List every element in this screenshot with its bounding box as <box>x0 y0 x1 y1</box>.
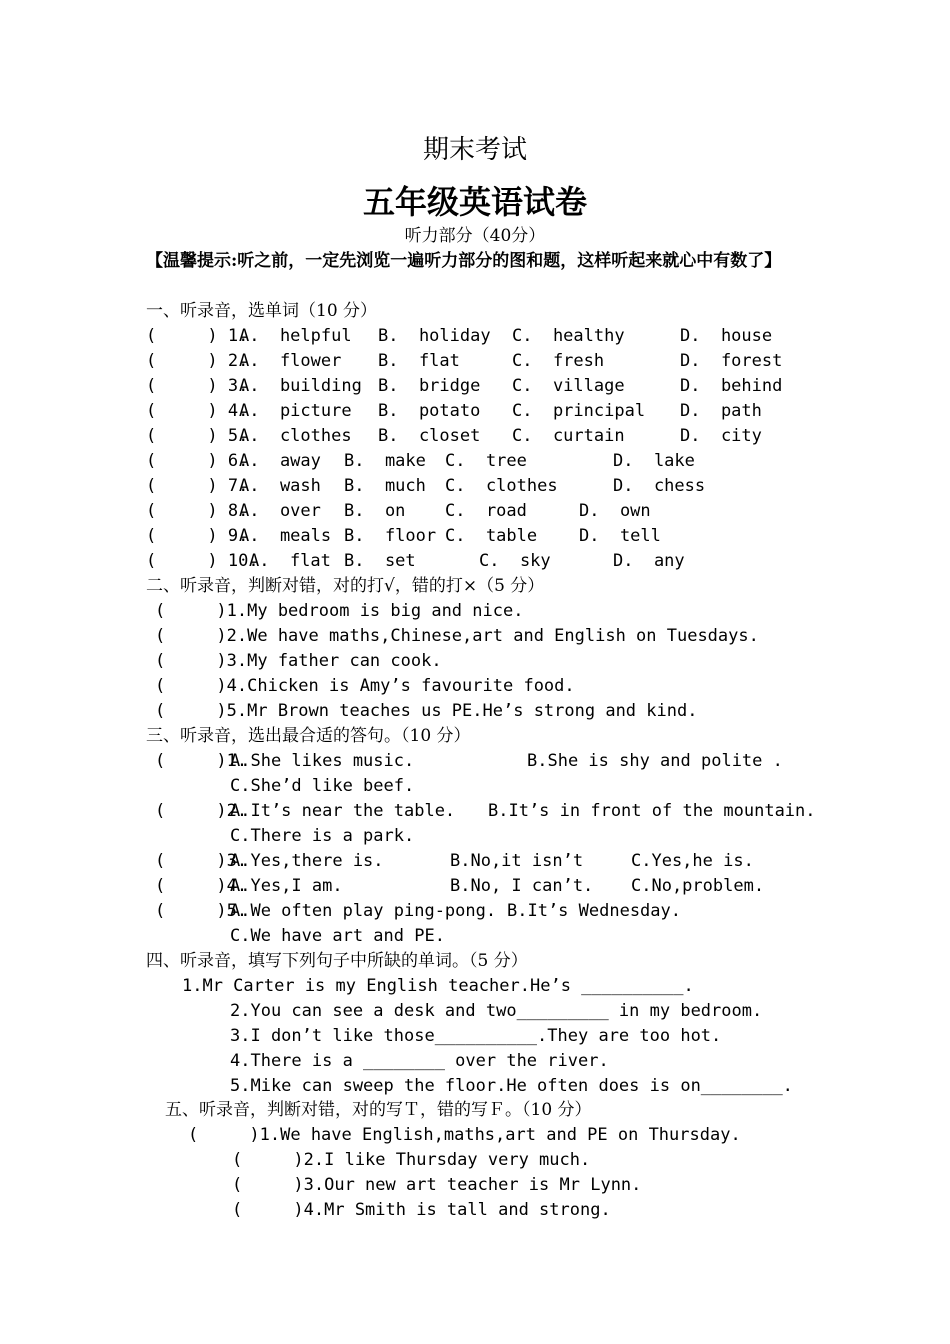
true-false-item: ( )3.Our new art teacher is Mr Lynn. <box>232 1175 642 1195</box>
option-b: B.It’s Wednesday. <box>507 901 681 921</box>
option-b: B. much <box>344 476 426 496</box>
option-a: A. picture <box>239 401 352 421</box>
option-c: C. road <box>445 501 527 521</box>
option-c: C.No,problem. <box>631 876 765 896</box>
option-c: C. principal <box>512 401 646 421</box>
option-c: C. curtain <box>512 426 625 446</box>
option-d: D. tell <box>579 526 661 546</box>
fill-blank-item: 1.Mr Carter is my English teacher.He’s __________. <box>182 976 694 996</box>
option-d: D. path <box>680 401 762 421</box>
option-b: B. potato <box>378 401 481 421</box>
option-d: D. own <box>579 501 651 521</box>
option-a: A. building <box>239 376 362 396</box>
section2-heading: 二、听录音，判断对错，对的打√，错的打×（5 分） <box>146 576 545 596</box>
option-a: A.We often play ping-pong. <box>230 901 497 921</box>
true-false-item: ( )5.Mr Brown teaches us PE.He’s strong and kind. <box>155 701 698 721</box>
question-number: ( ) 1. <box>146 326 249 346</box>
option-b: B.It’s in front of the mountain. <box>488 801 816 821</box>
question-number: ( )1. <box>155 751 248 771</box>
fill-blank-item: 4.There is a ________ over the river. <box>230 1051 609 1071</box>
option-c: C.She’d like beef. <box>230 776 415 796</box>
true-false-item: ( )4.Chicken is Amy’s favourite food. <box>155 676 575 696</box>
option-d: D. lake <box>613 451 695 471</box>
option-c: C. clothes <box>445 476 558 496</box>
question-number: ( )5. <box>155 901 248 921</box>
option-c: C. table <box>445 526 538 546</box>
option-a: A. flat <box>249 551 331 571</box>
option-b: B.She is shy and polite . <box>527 751 783 771</box>
fill-blank-item: 3.I don’t like those__________.They are too hot. <box>230 1026 722 1046</box>
option-b: B. flat <box>378 351 460 371</box>
option-c: C.Yes,he is. <box>631 851 754 871</box>
option-c: C. fresh <box>512 351 605 371</box>
option-c: C.We have art and PE. <box>230 926 445 946</box>
page-title: 五年级英语试卷 <box>362 183 587 221</box>
option-a: A. away <box>239 451 321 471</box>
option-c: C. sky <box>479 551 551 571</box>
question-number: ( ) 5. <box>146 426 249 446</box>
option-d: D. city <box>680 426 762 446</box>
section5-heading: 五、听录音，判断对错，对的写Ｔ，错的写Ｆ。（10 分） <box>165 1100 592 1120</box>
option-b: B. bridge <box>378 376 481 396</box>
exam-label: 期末考试 <box>422 135 527 165</box>
warm-tip: 【温馨提示:听之前，一定先浏览一遍听力部分的图和题，这样听起来就心中有数了】 <box>146 251 782 271</box>
option-d: D. behind <box>680 376 783 396</box>
true-false-item: ( )2.I like Thursday very much. <box>232 1150 591 1170</box>
option-d: D. forest <box>680 351 783 371</box>
option-d: D. chess <box>613 476 706 496</box>
option-a: A. flower <box>239 351 342 371</box>
fill-blank-item: 5.Mike can sweep the floor.He often does is on________. <box>230 1076 793 1096</box>
option-c: C. healthy <box>512 326 625 346</box>
option-a: A.Yes,I am. <box>230 876 343 896</box>
option-a: A.It’s near the table. <box>230 801 456 821</box>
fill-blank-item: 2.You can see a desk and two_________ in my bedroom. <box>230 1001 763 1021</box>
option-b: B.No,it isn’t <box>450 851 584 871</box>
option-b: B. floor <box>344 526 437 546</box>
option-a: A.Yes,there is. <box>230 851 384 871</box>
option-c: C.There is a park. <box>230 826 415 846</box>
section1-heading: 一、听录音，选单词（10 分） <box>146 301 378 321</box>
section4-heading: 四、听录音，填写下列句子中所缺的单词。（5 分） <box>146 951 528 971</box>
option-a: A. helpful <box>239 326 352 346</box>
option-b: B. set <box>344 551 416 571</box>
option-b: B.No, I can’t. <box>450 876 594 896</box>
option-a: A. wash <box>239 476 321 496</box>
option-b: B. closet <box>378 426 481 446</box>
true-false-item: ( )1.We have English,maths,art and PE on Thursday. <box>188 1125 741 1145</box>
true-false-item: ( )1.My bedroom is big and nice. <box>155 601 524 621</box>
question-number: ( ) 4. <box>146 401 249 421</box>
question-number: ( ) 8. <box>146 501 249 521</box>
option-a: A.She likes music. <box>230 751 415 771</box>
question-number: ( )2. <box>155 801 248 821</box>
question-number: ( ) 10. <box>146 551 259 571</box>
option-b: B. holiday <box>378 326 491 346</box>
question-number: ( ) 3. <box>146 376 249 396</box>
option-d: D. house <box>680 326 773 346</box>
option-c: C. tree <box>445 451 527 471</box>
section3-heading: 三、听录音，选出最合适的答句。（10 分） <box>146 726 471 746</box>
question-number: ( ) 6. <box>146 451 249 471</box>
question-number: ( ) 2. <box>146 351 249 371</box>
option-b: B. make <box>344 451 426 471</box>
listening-subtitle: 听力部分（40分） <box>404 226 546 246</box>
question-number: ( )4. <box>155 876 248 896</box>
option-a: A. clothes <box>239 426 352 446</box>
option-c: C. village <box>512 376 625 396</box>
true-false-item: ( )3.My father can cook. <box>155 651 442 671</box>
question-number: ( ) 9. <box>146 526 249 546</box>
option-a: A. over <box>239 501 321 521</box>
true-false-item: ( )4.Mr Smith is tall and strong. <box>232 1200 611 1220</box>
question-number: ( )3. <box>155 851 248 871</box>
true-false-item: ( )2.We have maths,Chinese,art and English on Tuesdays. <box>155 626 759 646</box>
option-b: B. on <box>344 501 406 521</box>
option-d: D. any <box>613 551 685 571</box>
question-number: ( ) 7. <box>146 476 249 496</box>
option-a: A. meals <box>239 526 332 546</box>
